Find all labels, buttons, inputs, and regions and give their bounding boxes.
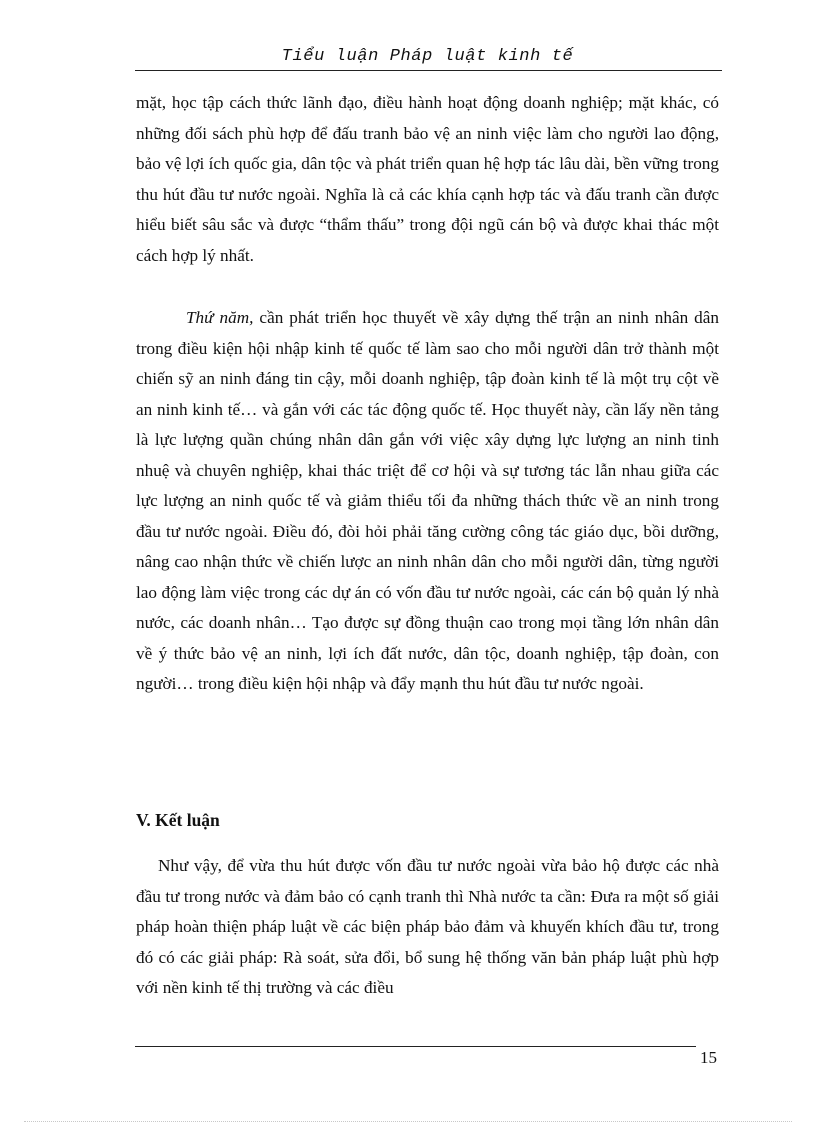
paragraph-thu-nam <box>136 303 719 700</box>
page-header-title: Tiểu luận Pháp luật kinh tế <box>281 47 574 66</box>
page-number: 15 <box>700 1048 717 1067</box>
paragraph-lead-in: Thứ năm, <box>186 308 254 327</box>
footer-divider <box>135 1046 696 1047</box>
paragraph-conclusion: Như vậy, để vừa thu hút được vốn đầu tư nước ngoài vừa bảo hộ được các nhà đầu tư trong nước và đảm bảo có cạnh tranh thì Nhà nước ta cần: Đưa ra một số giải pháp hoàn thiện pháp luật về các biện pháp bảo đảm và khuyến khích đầu tư, trong đó có các giải pháp: Rà soát, sửa đổi, bổ sung hệ thống văn bản pháp luật phù hợp với nền kinh tế thị trường và các điều <box>136 856 719 997</box>
header-divider <box>135 70 722 71</box>
section-heading-ket-luan: V. Kết luận <box>136 810 220 830</box>
paragraph-continuation: mặt, học tập cách thức lãnh đạo, điều hành hoạt động doanh nghiệp; mặt khác, có những đối sách phù hợp để đấu tranh bảo vệ an ninh việc làm cho người lao động, bảo vệ lợi ích quốc gia, dân tộc và phát triển quan hệ hợp tác lâu dài, bền vững trong thu hút đầu tư nước ngoài. Nghĩa là cả các khía cạnh hợp tác và đấu tranh cần được hiểu biết sâu sắc và được “thẩm thấu” trong đội ngũ cán bộ và được khai thác một cách hợp lý nhất. <box>136 93 719 265</box>
page-edge-divider <box>24 1121 792 1122</box>
paragraph-body: cần phát triển học thuyết về xây dựng thế trận an ninh nhân dân trong điều kiện hội nhập kinh tế quốc tế làm sao cho mỗi người dân trở thành một chiến sỹ an ninh đáng tin cậy, mỗi doanh nghiệp, tập đoàn kinh tế là một trụ cột về an ninh kinh tế… và gắn với các tác động quốc tế. Học thuyết này, cần lấy nền tảng là lực lượng quần chúng nhân dân gắn với việc xây dựng lực lượng an ninh tinh nhuệ và chuyên nghiệp, khai thác triệt để cơ hội và sự tương tác lẫn nhau giữa các lực lượng an ninh quốc tế và giảm thiểu tối đa những thách thức về an ninh trong đầu tư nước ngoài. Điều đó, đòi hỏi phải tăng cường công tác giáo dục, bồi dưỡng, nâng cao nhận thức về chiến lược an ninh nhân dân cho mỗi người dân, từng người lao động làm việc trong các dự án có vốn đầu tư nước ngoài, các cán bộ quản lý nhà nước, các doanh nhân… Tạo được sự đồng thuận cao trong mọi tầng lớn nhân dân về ý thức bảo vệ an ninh, lợi ích đất nước, dân tộc, doanh nghiệp, tập đoàn, con người… trong điều kiện hội nhập và đẩy mạnh thu hút đầu tư nước ngoài. <box>136 308 719 693</box>
